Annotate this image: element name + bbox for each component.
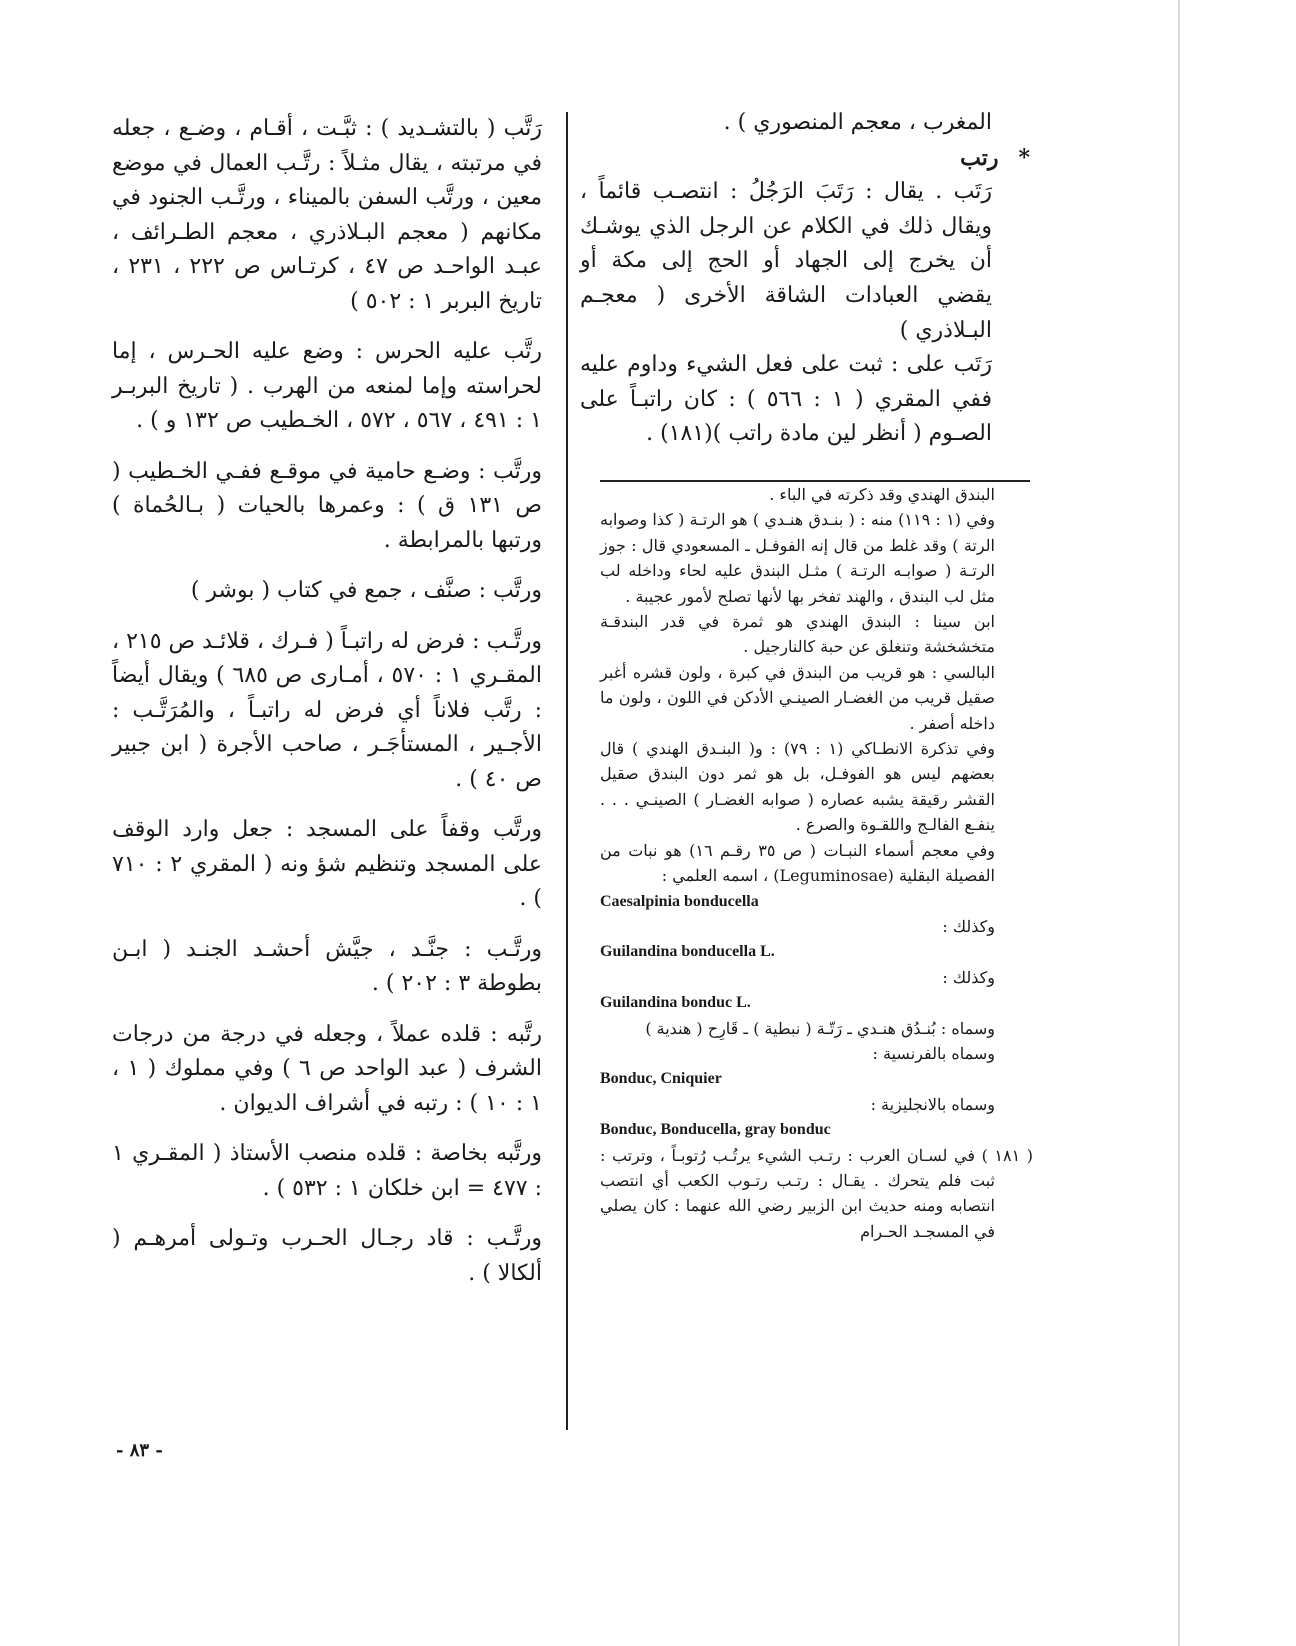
footnote-line: ابن سينا : البندق الهندي هو ثمرة في قدر البندقـة متخشخشة وتنغلق عن حبة كالنارجيل . [600,612,995,657]
footnote-line: وكذلك : [942,916,995,936]
headword: رتب [960,144,999,171]
entry-paragraph: رَتَب . يقال : رَتَبَ الرَجُلُ : انتصـب قائماً ، ويقال ذلك في الكلام عن الرجل الذي يوشـك أن يخرج إلى الجهاد أو الحج إلى مكة أو يقضي العبادات الشاقة الأخرى ( معجـم البـلاذري ) [580,179,992,343]
footnote-line: البالسي : هو قريب من البندق في كبرة ، ولون قشره أغبر صقيل قريب من الغضـار الصينـي الأدكن في اللون ، ولون ما داخله أصفر . [600,662,995,733]
page-number: - ٨٣ - [116,1440,163,1461]
entry-paragraph: ورتَّبه بخاصة : قلده منصب الأستاذ ( المقـري ١ : ٤٧٧ = ابن خلكان ١ : ٥٣٢ ) . [112,1141,542,1201]
footnotes [600,482,1033,1244]
footnote-181 [600,1143,1033,1245]
latin-name: Bonduc, Cniquier [600,1070,722,1088]
footnote-line: وفي تذكرة الانطـاكي (١ : ٧٩) : و( البنـدق الهندي ) قال بعضهم ليس هو الفوفـل، بل هو ثمر دون البندق صقيل القشر رقيقة يشبه عصاره ( صوابه الغضـار ) الصينـي . . . ينفـع الفالـج واللقـوة والصرع . [600,739,995,835]
right-column [580,106,1030,452]
entry-paragraph: رتَّب عليه الحرس : وضع عليه الحـرس ، إما لحراسته وإما لمنعه من الهرب . ( تاريخ البربـر ١ : ٤٩١ ، ٥٦٧ ، ٥٧٢ ، الخـطيب ص ١٣٢ و ) . [112,339,542,433]
entry-paragraph: رَتَّب ( بالتشـديد ) : ثبَّـت ، أقـام ، وضـع ، جعله في مرتبته ، يقال مثـلاً : رتَّـب العمال في موضع معين ، ورتَّب السفن بالميناء ، ورتَّـب الجنود في مكانهم ( معجم البـلاذري ، معجم الطـرائف ، عبـد الواحـد ص ٤٧ ، كرتـاس ص ٢٢٢ ، ٢٣١ ، تاريخ البربر ١ : ٥٠٢ ) [112,116,542,314]
footnote-line: وسماه بالفرنسية : [872,1043,995,1063]
page-edge-line [1178,0,1180,1646]
footnote-line: وسماه بالانجليزية : [870,1094,995,1114]
entry-paragraph: ورتَّـب : فرض له راتبـاً ( فـرك ، قلائـد ص ٢١٥ ، المقـري ١ : ٥٧٠ ، أمـارى ص ٦٨٥ ) ويقال أيضاً : رتَّب فلاناً أي فرض له راتبـاً ، والمُرَتَّـب : الأجـير ، المستأجَـر ، صاحب الأجرة ( ابن جبير ص ٤٠ ) . [112,628,543,792]
latin-name: Guilandina bonduc L. [600,994,751,1012]
latin-name: Caesalpinia bonducella [600,892,759,910]
footnote-line: البندق الهندي وقد ذكرته في الباء . [769,485,995,504]
latin-name: Bonduc, Bonducella, gray bonduc [600,1121,831,1139]
footnote-line: وفي معجم أسماء النبـات ( ص ٣٥ رقـم ١٦) هو نبات من الفصيلة البقلية (Leguminosae) ، اسمه العلمي : [600,840,996,886]
entry-paragraph: ورتَّـب : جنَّـد ، جيَّش أحشـد الجنـد ( ابـن بطوطة ٣ : ٢٠٢ ) . [112,936,542,996]
entry-paragraph: رَتَب على : ثبت على فعل الشيء وداوم عليه ففي المقري ( ١ : ٥٦٦ ) : كان راتبـاً على الصـوم ( أنظر لين مادة راتب )(١٨١) . [580,352,992,447]
headword-line [580,141,1030,176]
entry-paragraph: ورتَّب : وضـع حامية في موقـع ففـي الخـطيب ( ص ١٣١ ق ) : وعمرها بالحيات ( بـالحُماة ) ورتبها بالمرابطة . [112,458,542,553]
continuation-text: المغرب ، معجم المنصوري ) . [723,110,992,135]
footnote-line: وفي (١ : ١١٩) منه : ( بنـدق هنـدي ) هو الرتـة ( كذا وصوابه الرتة ) وقد غلط من قال إنه الفوفـل ـ المسعودي قال : جوز الرتـة ( صوابـه الرتـة ) مثـل البندق عليه لحاء وداخله لب مثل لب البندق ، والهند تفخر بها لأنها تصلح لأمور عجيبة . [600,510,996,606]
entry-paragraph: ورتَّب وقفاً على المسجد : جعل وارد الوقف على المسجد وتنظيم شؤ ونه ( المقري ٢ : ٧١٠ ) . [112,817,542,911]
footnote-marker: ( ١٨١ ) [981,1145,1033,1165]
entry-paragraph: ورتَّب : صنَّف ، جمع في كتاب ( بوشر ) [190,578,542,603]
footnote-line: وكذلك : [942,967,995,987]
footnote-line: وسماه : بُنـدُق هنـدي ـ رَتّـة ( نبطية ) ـ قَارِح ( هندية ) [645,1018,995,1038]
left-column [112,112,542,1307]
entry-paragraph: ورتَّـب : قاد رجـال الحـرب وتـولى أمرهـم ( ألكالا ) . [112,1226,542,1286]
footnote-text: في لسـان العرب : رتـب الشيء يرتُـب رُتوبـاً ، وترتب : ثبت فلم يتحرك . يقـال : رتـب رتـوب الكعب أي انتصب انتصابه ومنه حديث ابن الزبير رضي الله عنهما : كان يصلي في المسجـد الحـرام [600,1145,995,1241]
latin-name: Guilandina bonducella L. [600,943,775,961]
asterisk-icon: * [1018,144,1030,171]
entry-paragraph: رتَّبه : قلده عملاً ، وجعله في درجة من درجات الشرف ( عبد الواحد ص ٦ ) وفي مملوك ( ١ ، ١ : ١٠ ) : رتبه في أشراف الديوان . [112,1021,542,1116]
column-divider [566,112,568,1430]
